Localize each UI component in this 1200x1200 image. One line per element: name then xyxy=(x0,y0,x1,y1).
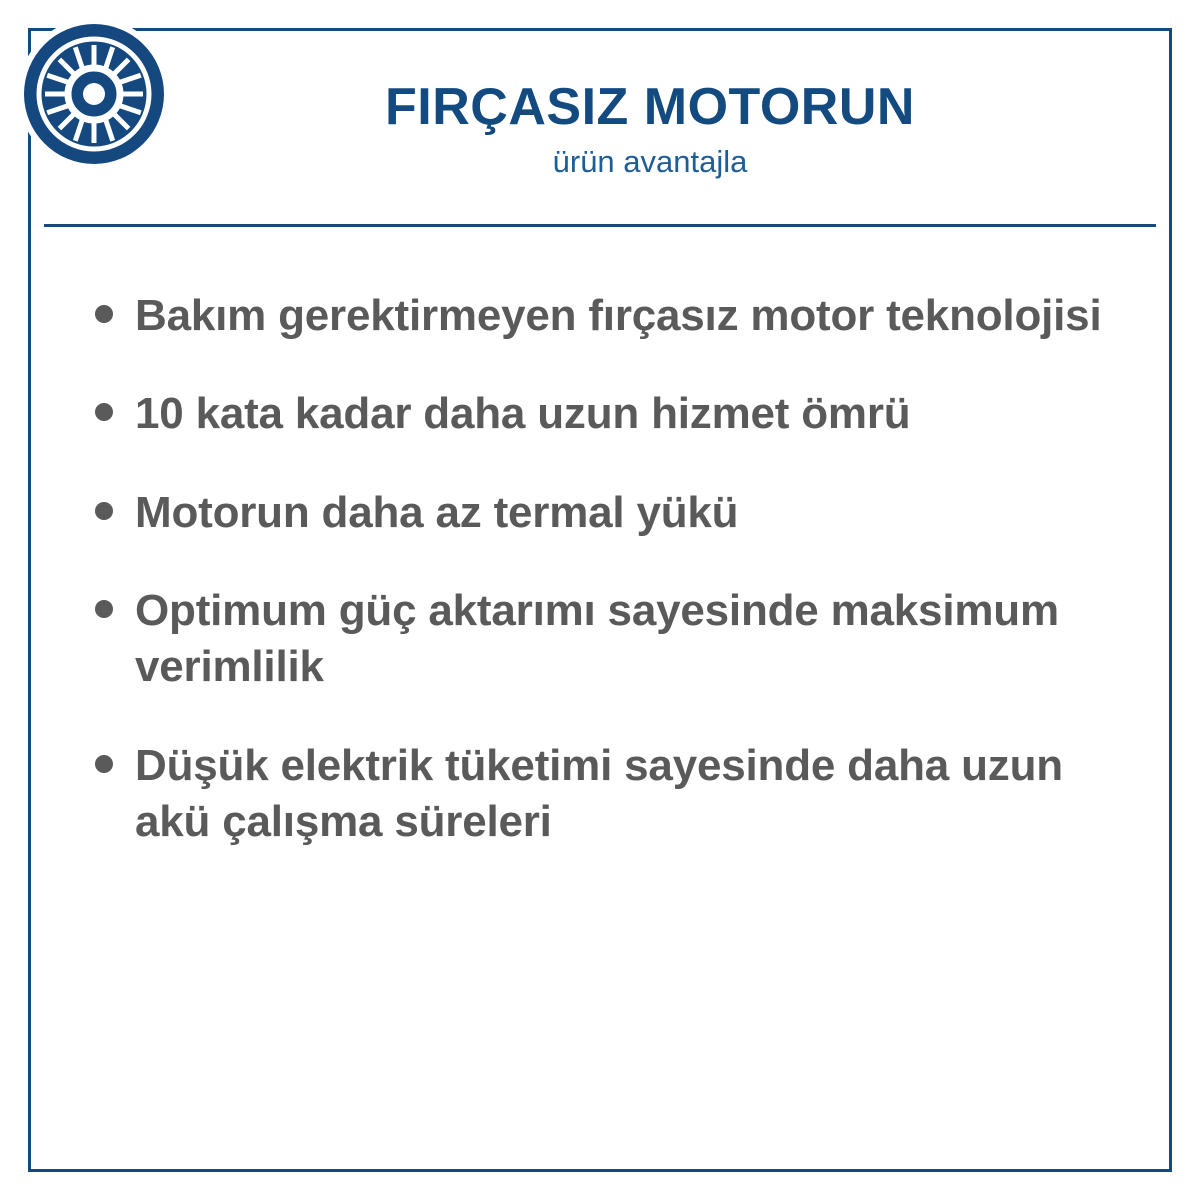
bullet-icon xyxy=(95,755,113,773)
list-item xyxy=(95,386,1105,442)
page-subtitle: ürün avantajla xyxy=(552,143,748,179)
motor-rotor-icon xyxy=(24,24,164,164)
list-item xyxy=(95,583,1105,696)
bullet-icon xyxy=(95,600,113,618)
bullet-icon xyxy=(95,502,113,520)
list-item-label: 10 kata kadar daha uzun hizmet ömrü xyxy=(135,389,911,439)
list-item xyxy=(95,738,1105,851)
header xyxy=(180,80,1120,179)
advantages-list xyxy=(95,288,1105,850)
list-item xyxy=(95,288,1105,344)
list-item xyxy=(95,485,1105,541)
brand-badge xyxy=(18,18,170,170)
list-item-label: Düşük elektrik tüketimi sayesinde daha uzun akü çalışma süreleri xyxy=(135,740,1063,846)
list-item-label: Motorun daha az termal yükü xyxy=(135,487,739,537)
list-item-label: Optimum güç aktarımı sayesinde maksimum verimlilik xyxy=(135,585,1059,692)
header-divider xyxy=(44,224,1156,227)
page-title: FIRÇASIZ MOTORUN xyxy=(385,78,915,136)
bullet-icon xyxy=(95,305,113,323)
list-item-label: Bakım gerektirmeyen fırçasız motor teknolojisi xyxy=(135,291,1102,340)
bullet-icon xyxy=(95,403,113,421)
